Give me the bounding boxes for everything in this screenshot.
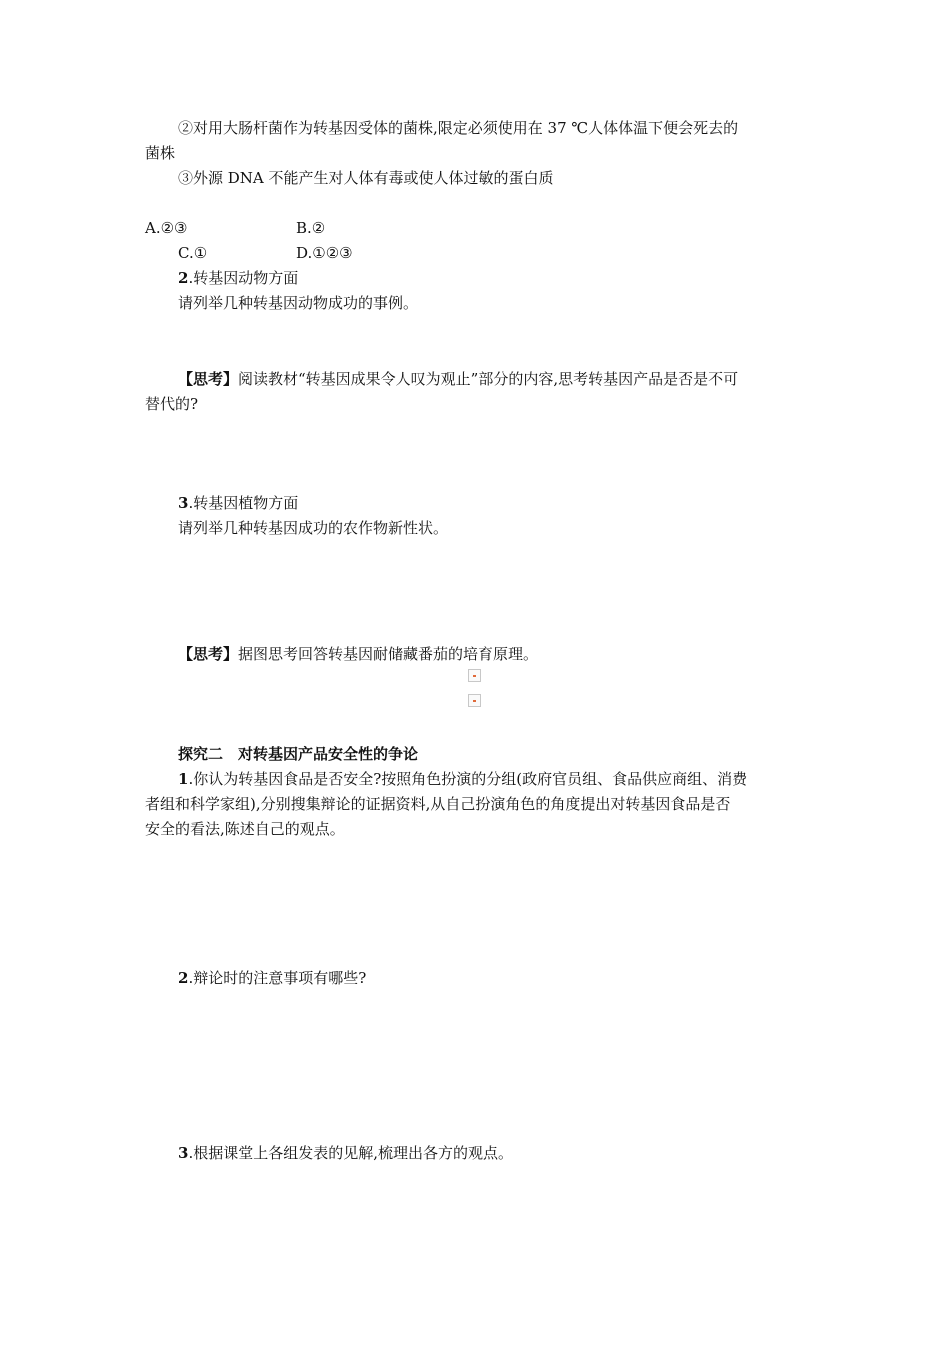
question-3-number: 3 xyxy=(178,1144,189,1162)
think-2-text: 据图思考回答转基因耐储藏番茄的培育原理。 xyxy=(238,645,539,663)
plant-heading-text: .转基因植物方面 xyxy=(188,494,299,512)
animal-heading xyxy=(178,268,298,288)
option-c: C.① xyxy=(178,244,208,262)
option-a: A.②③ xyxy=(145,219,188,237)
animal-heading-number: 2 xyxy=(178,269,189,287)
question-2-number: 2 xyxy=(178,969,189,987)
statement-2-continued: 菌株 xyxy=(145,144,176,162)
broken-image-icon xyxy=(468,694,481,707)
section-2-title: 探究二 对转基因产品安全性的争论 xyxy=(178,745,419,763)
animal-heading-text: .转基因动物方面 xyxy=(188,269,299,287)
question-1-number: 1 xyxy=(178,770,189,788)
question-1-text: .你认为转基因食品是否安全?按照角色扮演的分组(政府官员组、食品供应商组、消费 xyxy=(188,770,748,788)
statement-2: ②对用大肠杆菌作为转基因受体的菌株,限定必须使用在 37 ℃人体体温下便会死去的 xyxy=(178,119,739,137)
question-2-text: .辩论时的注意事项有哪些? xyxy=(188,969,367,987)
think-2-tag: 【思考】 xyxy=(178,645,239,663)
think-1-tag: 【思考】 xyxy=(178,370,239,388)
question-1 xyxy=(178,769,747,789)
question-1-line-2: 者组和科学家组),分别搜集辩论的证据资料,从自己扮演角色的角度提出对转基因食品是否 xyxy=(145,795,731,813)
question-2 xyxy=(178,968,366,988)
option-d: D.①②③ xyxy=(296,244,353,262)
think-2 xyxy=(178,644,538,664)
animal-prompt: 请列举几种转基因动物成功的事例。 xyxy=(178,294,419,312)
think-1 xyxy=(178,369,738,389)
plant-prompt: 请列举几种转基因成功的农作物新性状。 xyxy=(178,519,449,537)
plant-heading-number: 3 xyxy=(178,494,189,512)
think-1-continued: 替代的? xyxy=(145,395,199,413)
question-1-line-3: 安全的看法,陈述自己的观点。 xyxy=(145,820,345,838)
question-3-text: .根据课堂上各组发表的见解,梳理出各方的观点。 xyxy=(188,1144,513,1162)
plant-heading xyxy=(178,493,298,513)
statement-3: ③外源 DNA 不能产生对人体有毒或使人体过敏的蛋白质 xyxy=(178,169,554,187)
think-1-text: 阅读教材“转基因成果令人叹为观止”部分的内容,思考转基因产品是否是不可 xyxy=(238,370,739,388)
option-b: B.② xyxy=(296,219,326,237)
question-3 xyxy=(178,1143,513,1163)
broken-image-icon xyxy=(468,669,481,682)
